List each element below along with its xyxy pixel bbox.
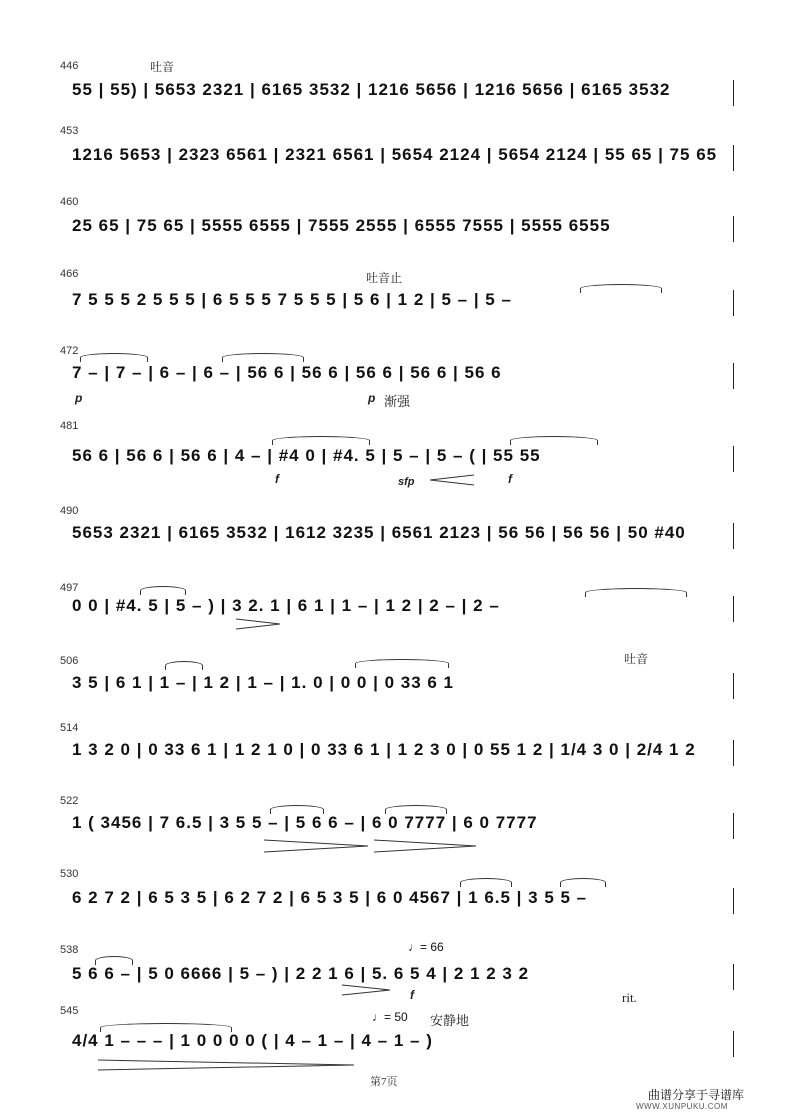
end-barline [733, 813, 735, 839]
tempo-mark: ♩= 66 [408, 940, 444, 954]
notation-line: 55 | 55) | 5653 2321 | 6165 3532 | 1216 5656 | 1216 5656 | 6165 3532 [72, 80, 671, 99]
slur-mark [222, 353, 304, 362]
end-barline [733, 446, 735, 472]
measure-number: 446 [60, 60, 79, 72]
watermark-title: 曲谱分享于寻谱库 [648, 1088, 745, 1102]
slur-mark [95, 956, 133, 965]
measure-number: 530 [60, 868, 79, 880]
end-barline [733, 80, 735, 106]
measure-number: 481 [60, 420, 79, 432]
notation-line: 3 5 | 6 1 | 1 – | 1 2 | 1 – | 1. 0 | 0 0 | 0 33 6 1 [72, 673, 455, 692]
slur-mark [355, 659, 449, 668]
measure-number: 466 [60, 268, 79, 280]
decrescendo-hairpin [262, 839, 370, 853]
tongue-stop-annotation: 吐音止 [366, 271, 403, 285]
slur-mark [272, 436, 370, 445]
end-barline [733, 523, 735, 549]
slur-mark [100, 1023, 232, 1032]
watermark-url: WWW.XUNPUKU.COM [636, 1102, 728, 1111]
slur-mark [460, 878, 512, 887]
slur-mark [385, 805, 447, 814]
measure-number: 538 [60, 944, 79, 956]
measure-number: 460 [60, 196, 79, 208]
end-barline [733, 216, 735, 242]
tempo-mark: ♩= 50 [372, 1010, 408, 1024]
measure-number: 506 [60, 655, 79, 667]
notation-line: 5653 2321 | 6165 3532 | 1612 3235 | 6561 2123 | 56 56 | 56 56 | 50 #40 [72, 523, 686, 542]
end-barline [733, 596, 735, 622]
slur-mark [560, 878, 606, 887]
measure-number: 472 [60, 345, 79, 357]
tongue-annotation: 吐音 [624, 652, 649, 666]
tongue-annotation: 吐音 [150, 60, 175, 74]
dynamic-f: f [508, 472, 512, 486]
dynamic-f: f [410, 988, 414, 1002]
notation-line: 1 ( 3456 | 7 6.5 | 3 5 5 – | 5 6 6 – | 6 0 7777 | 6 0 7777 [72, 813, 538, 832]
slur-mark [165, 661, 203, 670]
dynamic-f: f [275, 472, 279, 486]
notation-line: 1 3 2 0 | 0 33 6 1 | 1 2 1 0 | 0 33 6 1 | 1 2 3 0 | 0 55 1 2 | 1/4 3 0 | 2/4 1 2 [72, 740, 696, 759]
end-barline [733, 145, 735, 171]
page-number: 第7页 [370, 1076, 398, 1088]
dynamic-p: p [368, 391, 376, 405]
dynamic-sfp: sfp [398, 476, 415, 488]
crescendo-annotation: 渐强 [384, 394, 411, 409]
slur-mark [585, 588, 687, 597]
measure-number: 453 [60, 125, 79, 137]
notation-line: 56 6 | 56 6 | 56 6 | 4 – | #4 0 | #4. 5 | 5 – | 5 – ( | 55 55 [72, 446, 541, 465]
crescendo-hairpin [428, 474, 476, 486]
measure-number: 490 [60, 505, 79, 517]
notation-line: 1216 5653 | 2323 6561 | 2321 6561 | 5654 2124 | 5654 2124 | 55 65 | 75 65 [72, 145, 718, 164]
measure-number: 545 [60, 1005, 79, 1017]
dynamic-p: p [75, 391, 83, 405]
decrescendo-hairpin [372, 839, 478, 853]
end-barline [733, 363, 735, 389]
notation-line: 25 65 | 75 65 | 5555 6555 | 7555 2555 | 6555 7555 | 5555 6555 [72, 216, 611, 235]
end-barline [733, 673, 735, 699]
notation-line: 4/4 1 – – – | 1 0 0 0 0 ( | 4 – 1 – | 4 – 1 – ) [72, 1031, 433, 1050]
slur-mark [140, 586, 186, 595]
slur-mark [80, 353, 148, 362]
measure-number: 522 [60, 795, 79, 807]
slur-mark [510, 436, 598, 445]
ritardando-annotation: rit. [622, 990, 637, 1005]
notation-line: 7 – | 7 – | 6 – | 6 – | 56 6 | 56 6 | 56 6 | 56 6 | 56 6 [72, 363, 502, 382]
slur-mark [270, 805, 324, 814]
end-barline [733, 740, 735, 766]
expression-annotation: 安静地 [430, 1013, 470, 1028]
end-barline [733, 290, 735, 316]
decrescendo-hairpin [340, 984, 392, 996]
end-barline [733, 888, 735, 914]
slur-mark [580, 284, 662, 293]
notation-line: 0 0 | #4. 5 | 5 – ) | 3 2. 1 | 6 1 | 1 – | 1 2 | 2 – | 2 – [72, 596, 500, 615]
decrescendo-hairpin [234, 618, 282, 630]
end-barline [733, 964, 735, 990]
notation-line: 6 2 7 2 | 6 5 3 5 | 6 2 7 2 | 6 5 3 5 | 6 0 4567 | 1 6.5 | 3 5 5 – [72, 888, 588, 907]
decrescendo-hairpin [96, 1059, 356, 1071]
notation-line: 5 6 6 – | 5 0 6666 | 5 – ) | 2 2 1 6 | 5. 6 5 4 | 2 1 2 3 2 [72, 964, 530, 983]
measure-number: 497 [60, 582, 79, 594]
notation-line: 7 5 5 5 2 5 5 5 | 6 5 5 5 7 5 5 5 | 5 6 | 1 2 | 5 – | 5 – [72, 290, 512, 309]
end-barline [733, 1031, 735, 1057]
measure-number: 514 [60, 722, 79, 734]
